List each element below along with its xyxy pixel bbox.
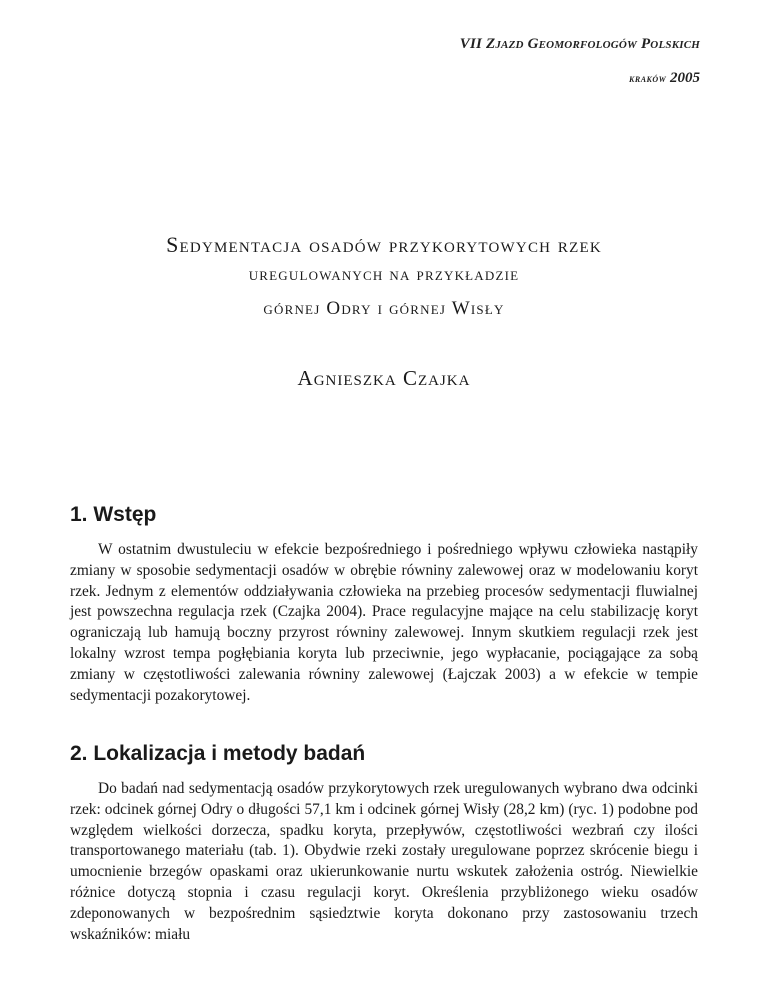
section-heading-location-methods: 2. Lokalizacja i metody badań bbox=[70, 742, 366, 765]
conference-location-year bbox=[629, 70, 700, 87]
paper-title-line-3: górnej Odry i górnej Wisły bbox=[263, 298, 505, 319]
author-name: Agnieszka Czajka bbox=[297, 366, 471, 390]
paper-title-line-2: uregulowanych na przykładzie bbox=[248, 264, 520, 285]
section-heading-introduction: 1. Wstęp bbox=[70, 503, 157, 526]
conference-year: 2005 bbox=[670, 70, 700, 86]
section-body-introduction: W ostatnim dwustuleciu w efekcie bezpośredniego i pośredniego wpływu człowieka nastąpiły zmiany w sposobie sedymentacji osadów w obrębie równiny zalewowej oraz w modelowaniu koryt rzek. Jednym z elementów oddziaływania człowieka na przebieg procesów sedymentacji fluwialnej jest powszechna regulacja rzek (Czajka 2004). Prace regulacyjne mające na celu stabilizację koryt ograniczają lub hamują boczny przyrost równiny zalewowej. Innym skutkiem regulacji rzek jest lokalny wzrost tempa pogłębiania koryta lub przeciwnie, jego wypłacanie, pociągające za sobą zmiany w częstotliwości zalewania równiny zalewowej (Łajczak 2003) a w efekcie w tempie sedymentacji pozakorytowej. bbox=[70, 541, 698, 704]
section-body-location-methods: Do badań nad sedymentacją osadów przykorytowych rzek uregulowanych wybrano dwa odcinki rzek: odcinek górnej Odry o długości 57,1 km i odcinek górnej Wisły (28,2 km) (ryc. 1) podobne pod względem wielkości dorzecza, spadku koryta, przepływów, częstotliwości wezbrań czy ilości transportowanego materiału (tab. 1). Obydwie rzeki zostały uregulowane poprzez skrócenie biegu i umocnienie brzegów opaskami oraz ukierunkowanie nurtu wskutek założenia ostróg. Niewielkie różnice dotyczą stopnia i czasu regulacji koryt. Określenia przybliżonego wieku osadów zdeponowanych w bezpośrednim sąsiedztwie koryta dokonano przy zastosowaniu trzech wskaźników: miału bbox=[70, 780, 698, 943]
paper-title-line-1: Sedymentacja osadów przykorytowych rzek bbox=[166, 232, 602, 257]
conference-header: VII Zjazd Geomorfologów Polskich bbox=[459, 36, 700, 52]
conference-city: kraków bbox=[629, 73, 667, 85]
